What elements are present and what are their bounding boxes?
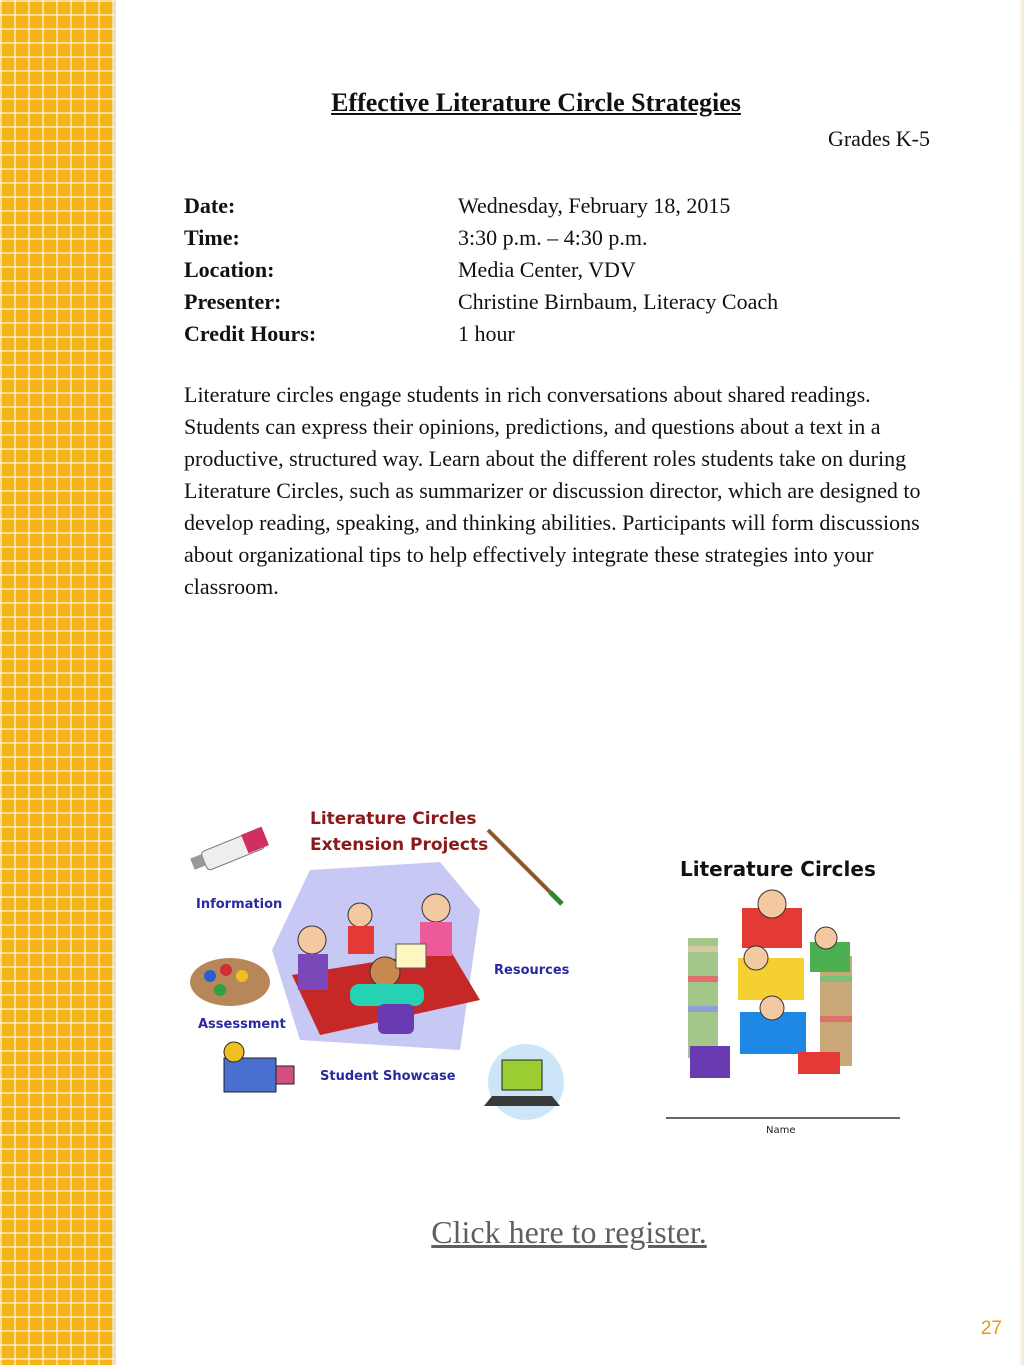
- name-label: Name: [766, 1125, 796, 1136]
- label-student-showcase: Student Showcase: [320, 1069, 456, 1084]
- laptop-icon: [484, 1044, 564, 1120]
- detail-date: Date: Wednesday, February 18, 2015: [184, 193, 731, 218]
- register-link[interactable]: Click here to register.: [431, 1214, 707, 1250]
- decorative-side-strip: [0, 0, 116, 1365]
- paint-tube-icon: [190, 827, 269, 871]
- page-number: 27: [980, 1318, 1002, 1339]
- extension-projects-clipart: [180, 800, 580, 1130]
- video-camera-icon: [224, 1042, 294, 1092]
- students-at-table-icon: [272, 862, 480, 1050]
- event-details: [184, 190, 778, 350]
- page-title: Effective Literature Circle Strategies: [331, 88, 741, 117]
- extension-projects-illustration: [180, 800, 580, 1130]
- paint-palette-icon: [190, 958, 270, 1006]
- grades-label: Grades K-5: [827, 126, 930, 151]
- paintbrush-icon: [488, 830, 562, 904]
- description-paragraph: Literature circles engage students in rich conversations about shared readings. Students can express their opinions, predictions, and questions about a text in a productive, structured way. Learn about the different roles students take on during Literature Circles, such as summarizer or discussion director, which are designed to develop reading, speaking, and thinking abilities. Participants will form discussions about organizational tips to help effectively integrate these strategies into your classroom.: [184, 382, 921, 599]
- label-resources: Resources: [494, 963, 570, 978]
- detail-location: Location: Media Center, VDV: [184, 257, 636, 282]
- label-assessment: Assessment: [198, 1017, 286, 1032]
- literature-circles-cover-illustration: [660, 846, 910, 1146]
- detail-credit-hours: Credit Hours: 1 hour: [184, 321, 515, 346]
- detail-time: Time: 3:30 p.m. – 4:30 p.m.: [184, 225, 648, 250]
- clipart-heading-line2: Extension Projects: [310, 835, 489, 855]
- literature-circles-cover-clipart: [660, 846, 910, 1146]
- clipart-heading-line1: Literature Circles: [310, 809, 477, 829]
- kids-reading-books-icon: [688, 890, 852, 1078]
- detail-presenter: Presenter: Christine Birnbaum, Literacy Coach: [184, 289, 779, 314]
- cover-heading: Literature Circles: [680, 857, 876, 881]
- page-edge-shadow: [1018, 0, 1024, 1365]
- register-section: [114, 1214, 1024, 1251]
- label-information: Information: [196, 897, 283, 912]
